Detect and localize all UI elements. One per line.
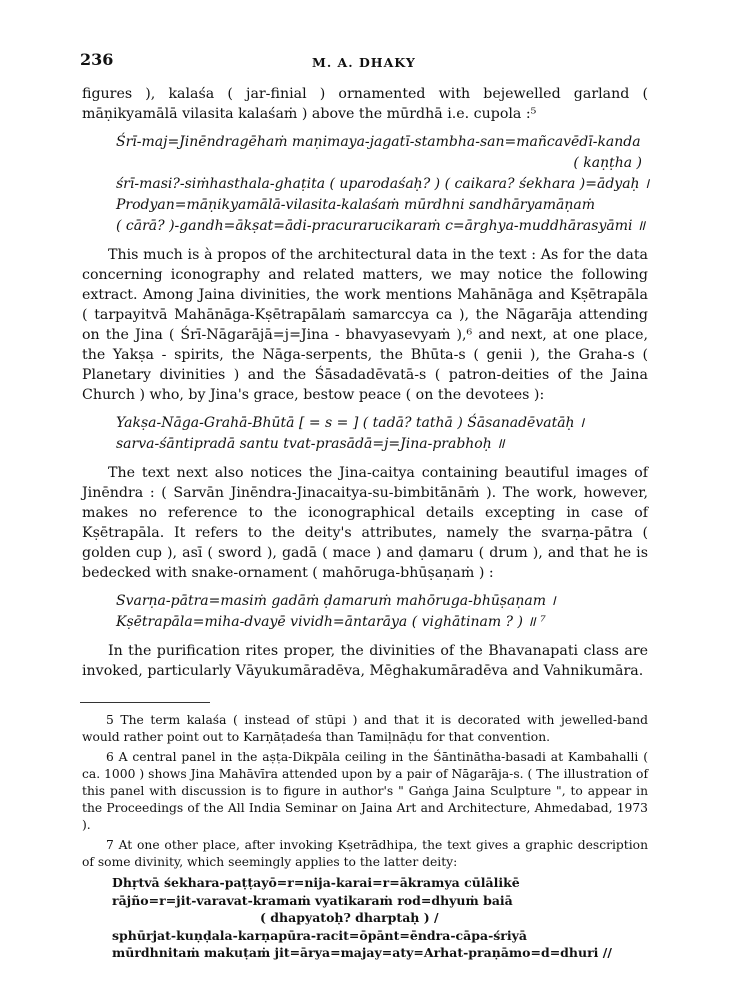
verse-line: ( dhapyatoḥ? dharptaḥ ) / <box>260 910 439 925</box>
paragraph-4: In the purification rites proper, the divinities of the Bhavanapati class are invoked, particularly Vāyukumāradēva, Mēghakumāradēva and Vahnikumāra. <box>82 643 648 679</box>
paragraph-1: figures ), kalaśa ( jar-finial ) ornamented with bejewelled garland ( māṇikyamālā vilasita kalaśaṁ ) above the mūrdhā i.e. cupola :⁵ <box>82 86 648 122</box>
verse-line: śrī-masi?-siṁhasthala-ghaṭita ( uparodaśaḥ? ) ( caikara? śekhara )=ādyaḥ । <box>116 176 650 192</box>
verse-line: Yakṣa-Nāga-Grahā-Bhūtā [ = s = ] ( tadā? tathā ) Śāsanadēvatāḥ । <box>116 415 585 431</box>
verse-line: rājño=r=jit-varavat-kramaṁ vyatikaraṁ rod=dhyuṁ baiā <box>112 892 513 908</box>
verse-line: Dhṛtvā śekhara-paṭṭayō=r=nija-karai=r=ākramya cūlālikē <box>112 875 520 890</box>
verse-line: sphūrjat-kuṇḍala-karṇapūra-racit=ōpānt=ēndra-cāpa-śriyā <box>112 927 528 943</box>
verse-line: Śrī-maj=Jinēndragēhaṁ maṇimaya-jagatī-stambha-san=mañcavēdī-kanda <box>116 134 641 150</box>
verse-line: ( kaṇṭha ) <box>573 155 642 171</box>
verse-block-1 <box>116 132 648 237</box>
page-number: 236 <box>80 50 114 69</box>
verse-line: Kṣētrapāla=miha-dvayē vividh=āntarāya ( vighātinam ? ) ॥ ⁷ <box>116 614 546 630</box>
verse-line: mūrdhnitaṁ makuṭaṁ jit=ārya=majay=aty=Arhat-praṇāmo=d=dhuri // <box>112 945 612 960</box>
footnote-7-verse <box>112 874 648 962</box>
verse-line: Svarṇa-pātra=masiṁ gadāṁ ḍamaruṁ mahōruga-bhūṣaṇam । <box>116 593 556 609</box>
paragraph-2: This much is à propos of the architectural data in the text : As for the data concerning iconography and related matters, we may notice the following extract. Among Jaina divinities, the work mentions Mahānāga and Kṣētrapāla ( tarpayitvā Mahānāga-Kṣētrapālaṁ samarccya ca ), the Nāgarāja attending on the Jina ( Śrī-Nāgarājā=j=Jina - bhavyasevyaṁ ),⁶ and next, at one place, the Yakṣa - spirits, the Nāga-serpents, the Bhūta-s ( genii ), the Graha-s ( Planetary divinities ) and the Śāsadadēvatā-s ( patron-deities of the Jaina Church ) who, by Jina's grace, bestow peace ( on the devotees ): <box>82 247 648 403</box>
paragraph-3: The text next also notices the Jina-caitya containing beautiful images of Jinēndra : ( Sarvān Jinēndra-Jinacaitya-su-bimbitānāṁ ). The work, however, makes no reference to the iconographical details excepting in case of Kṣētrapāla. It refers to the deity's attributes, namely the svarṇa-pātra ( golden cup ), asī ( sword ), gadā ( mace ) and ḍamaru ( drum ), and that he is bedecked with snake-ornament ( mahōruga-bhūṣaṇaṁ ) : <box>82 465 648 581</box>
verse-block-2 <box>116 413 648 455</box>
footnote-divider <box>80 702 210 703</box>
verse-line: Prodyan=māṇikyamālā-vilasita-kalaśaṁ mūrdhni sandhāryamāṇaṁ <box>116 197 596 213</box>
running-header-author: M. A. DHAKY <box>312 55 416 70</box>
main-text <box>82 84 648 681</box>
footnotes <box>82 712 648 962</box>
verse-line: ( cārā? )-gandh=ākṣat=ādi-pracurarucikaraṁ c=ārghya-muddhārasyāmi ॥ <box>116 218 646 234</box>
footnote-6: 6 A central panel in the aṣṭa-Dikpāla ceiling in the Śāntinātha-basadi at Kambahalli ( ca. 1000 ) shows Jina Mahāvīra attended upon by a pair of Nāgarāja-s. ( The illustration of this panel with discussion is to figure in author's " Gaṅga Jaina Sculpture ", to appear in the Proceedings of the All India Seminar on Jaina Art and Architecture, Ahmedabad, 1973 ). <box>82 750 648 832</box>
footnote-7: 7 At one other place, after invoking Kṣetrādhipa, the text gives a graphic description of some divinity, which seemingly applies to the latter deity: <box>82 838 648 869</box>
verse-line: sarva-śāntipradā santu tvat-prasādā=j=Jina-prabhoḥ ॥ <box>116 436 505 452</box>
verse-block-3 <box>116 591 648 633</box>
footnote-5: 5 The term kalaśa ( instead of stūpi ) and that it is decorated with jewelled-band would rather point out to Karṇāṭadeśa than Tamiḷnāḍu for that convention. <box>82 713 648 744</box>
